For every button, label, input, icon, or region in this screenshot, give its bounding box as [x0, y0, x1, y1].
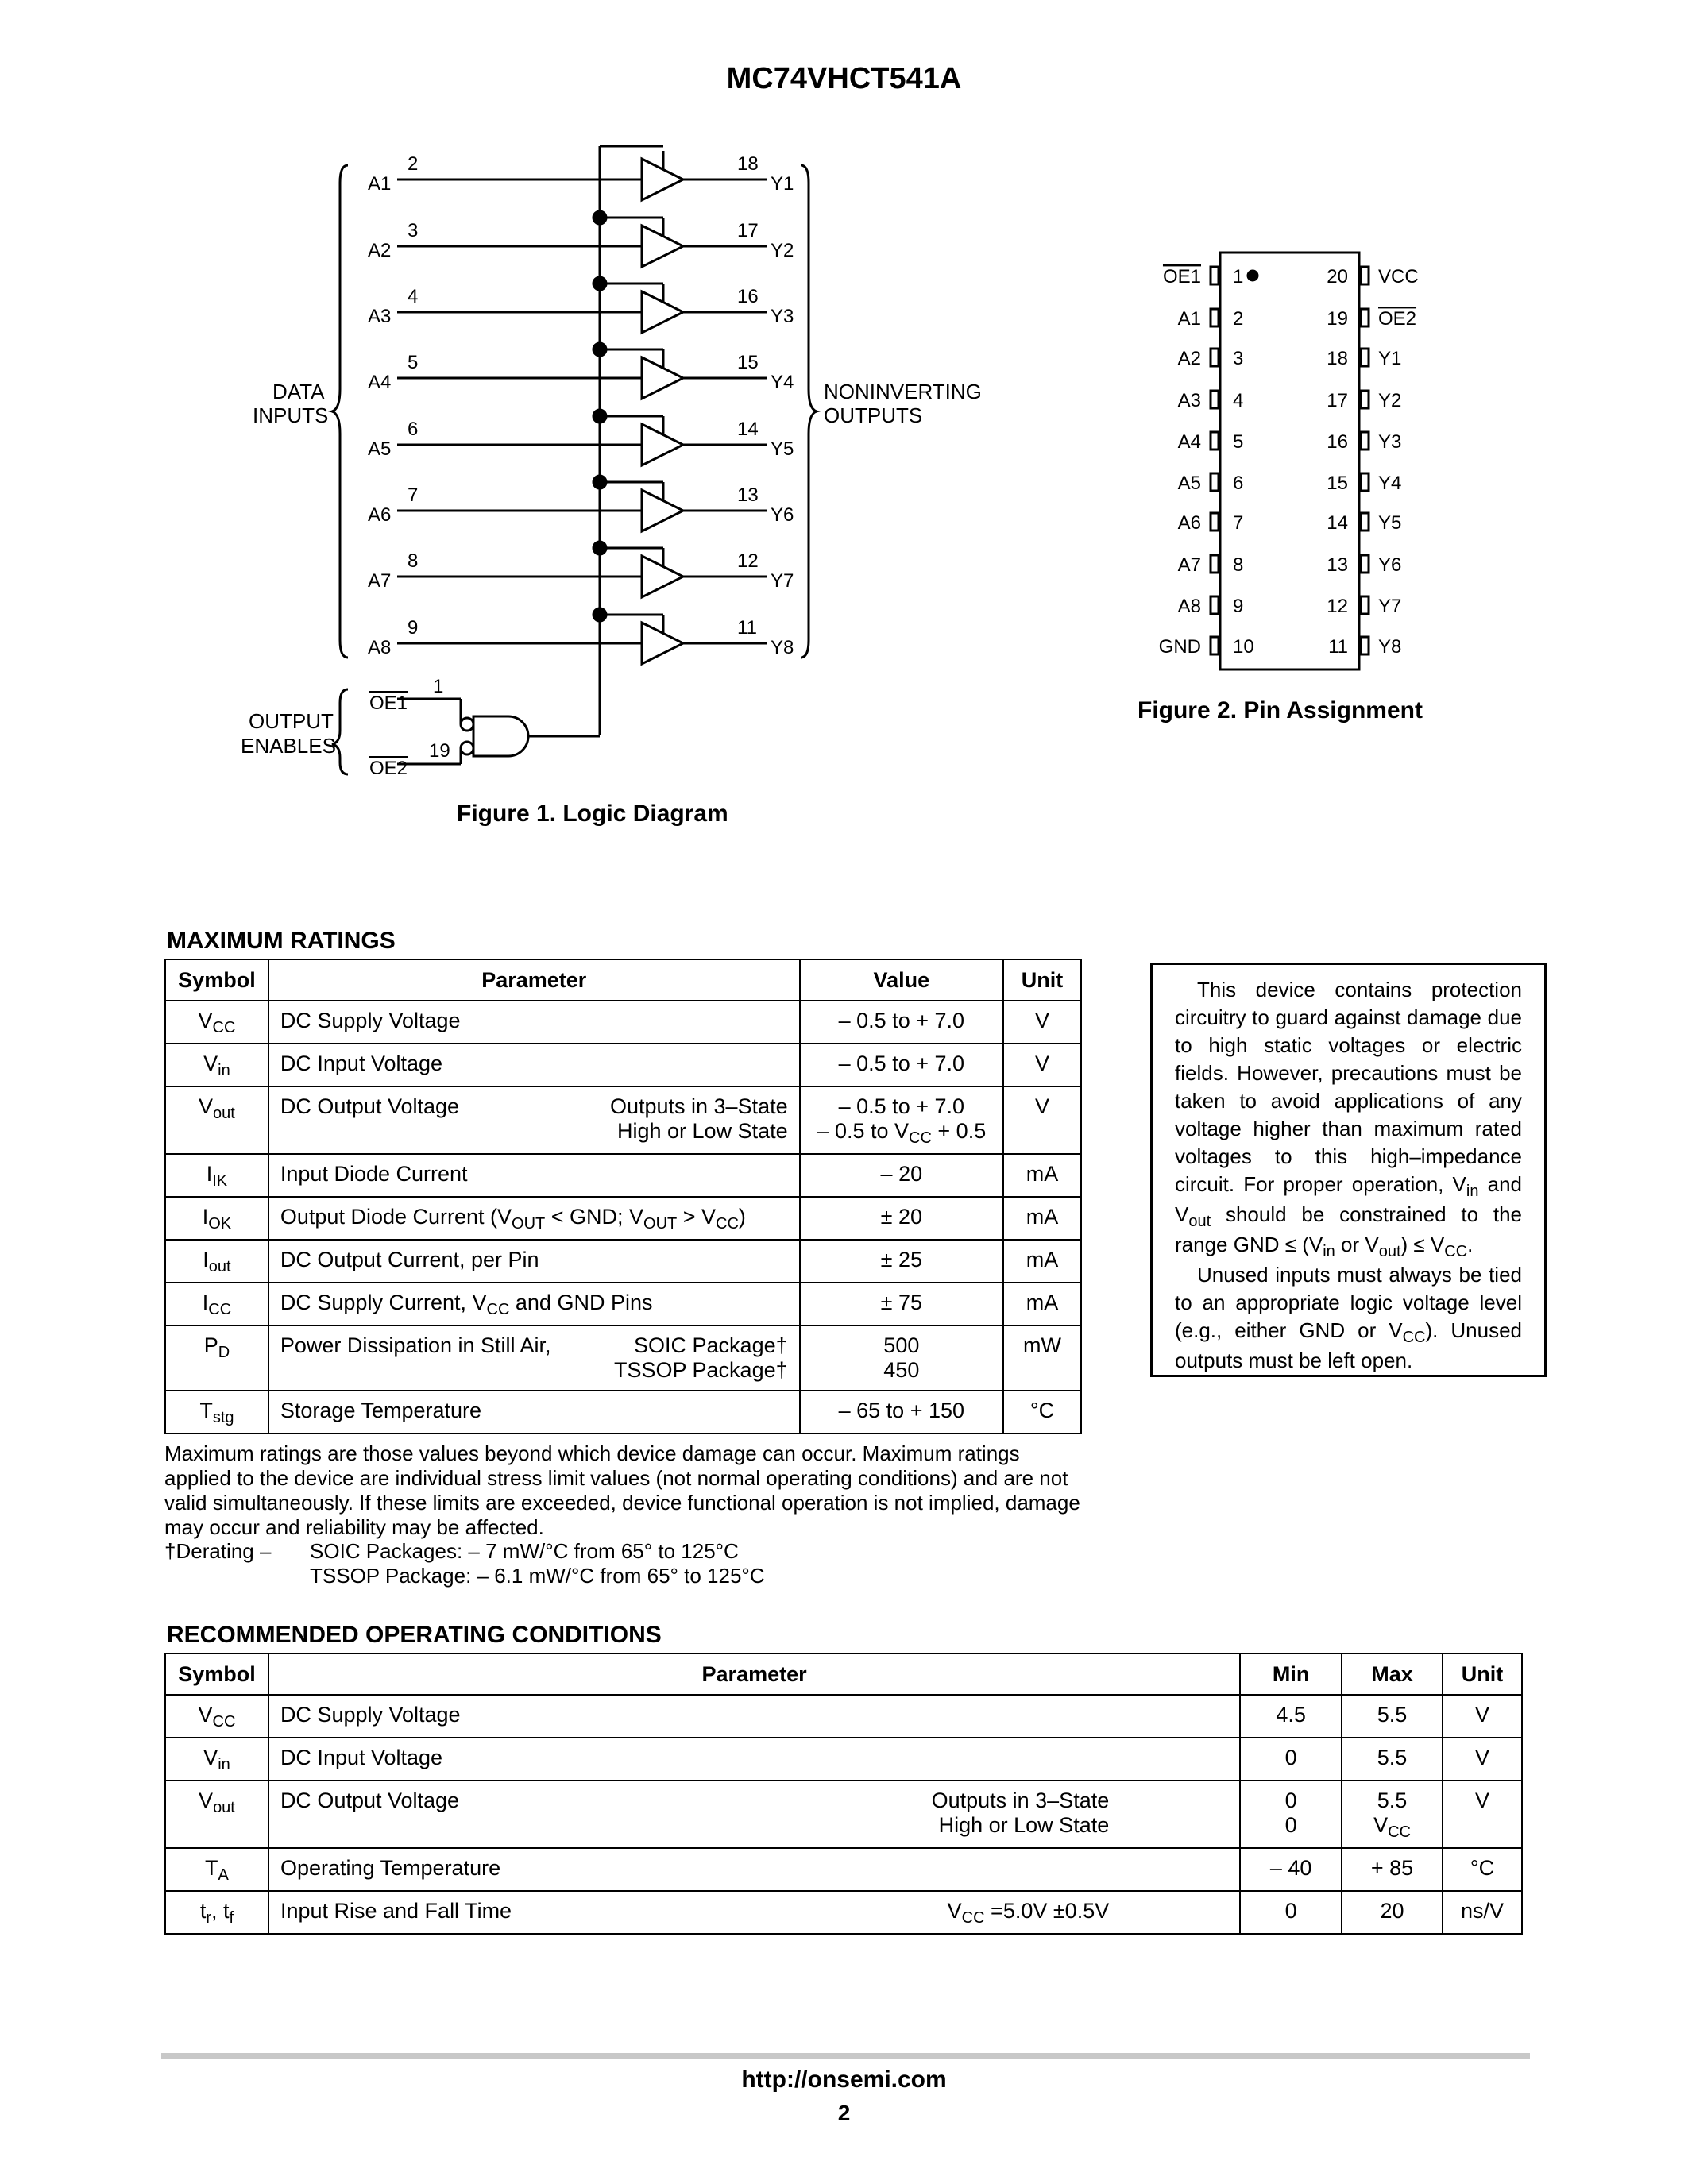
pin-stub-icon: [1211, 637, 1219, 654]
symbol-sub: out: [213, 1799, 235, 1816]
header-symbol: Symbol: [165, 959, 268, 1001]
pin-left-name: A2: [1177, 348, 1201, 369]
text: and V: [1175, 1172, 1523, 1226]
symbol-sub: IK: [212, 1172, 228, 1190]
text: or V: [1335, 1233, 1379, 1256]
pin-stub-icon: [1361, 309, 1369, 326]
max: 20: [1342, 1891, 1443, 1934]
table-row: [165, 1325, 1081, 1391]
value: – 0.5 to + 7.0: [800, 1044, 1003, 1086]
pin-left-number: 8: [1233, 554, 1244, 576]
pin-left-number: 2: [1233, 308, 1244, 330]
table-row: [165, 1154, 1081, 1197]
symbol: I: [206, 1162, 213, 1186]
pin-right-number: 15: [1327, 473, 1348, 494]
pin-right-number: 12: [1327, 596, 1348, 617]
parameter: Operating Temperature: [268, 1848, 1240, 1891]
input-label: A3: [368, 306, 392, 327]
table-row: [165, 1738, 1522, 1781]
unit: mA: [1003, 1283, 1081, 1325]
oe2-pin-number: 19: [429, 740, 450, 762]
input-pin-number: 6: [408, 419, 419, 440]
max-ratings-title: MAXIMUM RATINGS: [167, 928, 396, 954]
input-label: A1: [368, 173, 392, 195]
pin-left-number: 7: [1233, 512, 1244, 534]
input-label: A4: [368, 372, 392, 393]
table-row: [165, 1283, 1081, 1325]
parameter-sub: OUT: [643, 1215, 678, 1233]
symbol-sub: r: [206, 1909, 212, 1927]
text-sub: out: [1188, 1213, 1211, 1230]
pin-stub-icon: [1361, 555, 1369, 573]
unit: mA: [1003, 1197, 1081, 1240]
symbol: V: [198, 1703, 213, 1727]
page-title: MC74VHCT541A: [726, 62, 962, 95]
symbol-sub: in: [218, 1756, 230, 1773]
header-symbol: Symbol: [165, 1653, 268, 1695]
output-label: Y3: [771, 306, 794, 327]
symbol: I: [203, 1248, 209, 1271]
pin-stub-icon: [1211, 513, 1219, 531]
value: ± 20: [800, 1197, 1003, 1240]
output-label: Y8: [771, 637, 794, 658]
value: – 65 to + 150: [800, 1391, 1003, 1433]
unit: V: [1443, 1781, 1522, 1848]
condition: Outputs in 3–State: [609, 1094, 788, 1118]
min: 0: [1240, 1891, 1342, 1934]
pin-right-name: VCC: [1378, 266, 1419, 287]
pin1-marker-icon: [1248, 271, 1257, 280]
oe1-pin-number: 1: [433, 676, 444, 697]
derating-tssop: TSSOP Package: – 6.1 mW/°C from 65° to 125°C: [310, 1564, 765, 1588]
table-row: [165, 1781, 1522, 1848]
pin-right-number: 18: [1327, 348, 1348, 369]
derating-label: †Derating –: [164, 1539, 272, 1563]
pin-right-number: 20: [1327, 266, 1348, 287]
pin-stub-icon: [1361, 349, 1369, 366]
symbol-sub: CC: [212, 1713, 236, 1731]
symbol: T: [199, 1399, 213, 1422]
table-row: [165, 1197, 1081, 1240]
input-pin-number: 9: [408, 617, 419, 639]
parameter: DC Output Current, per Pin: [268, 1240, 800, 1283]
parameter-text: < GND; V: [545, 1205, 644, 1229]
symbol: I: [202, 1291, 209, 1314]
parameter: DC Input Voltage: [268, 1044, 800, 1086]
max: + 85: [1342, 1848, 1443, 1891]
input-label: A7: [368, 570, 392, 592]
min: 0: [1240, 1738, 1342, 1781]
parameter-text: > V: [677, 1205, 717, 1229]
text: ) ≤ V: [1400, 1233, 1445, 1256]
parameter: DC Supply Voltage: [268, 1695, 1240, 1738]
text: should be constrained to the range GND ≤ (V: [1175, 1202, 1522, 1256]
pin-right-number: 16: [1327, 431, 1348, 453]
data-inputs-label: DATA: [272, 380, 325, 403]
condition: V: [947, 1899, 962, 1923]
protection-note-box: [1150, 963, 1547, 1377]
pin-stub-icon: [1211, 555, 1219, 573]
pin-left-name: OE1: [1162, 266, 1201, 287]
min: 0: [1284, 1813, 1297, 1837]
symbol: T: [205, 1856, 218, 1880]
pin-left-name: A4: [1177, 431, 1201, 453]
parameter-text: and GND Pins: [509, 1291, 653, 1314]
symbol-sub: out: [213, 1105, 235, 1122]
pin-stub-icon: [1211, 391, 1219, 408]
symbol-sub: OK: [208, 1215, 232, 1233]
figure-1-caption: Figure 1. Logic Diagram: [457, 801, 728, 827]
parameter-text: Output Diode Current (V: [280, 1205, 512, 1229]
outputs-label: OUTPUTS: [824, 403, 923, 427]
parameter: Power Dissipation in Still Air,: [280, 1333, 551, 1357]
protection-paragraph-2: [1175, 1261, 1522, 1375]
footer-url[interactable]: http://onsemi.com: [741, 2066, 947, 2093]
output-label: Y1: [771, 173, 794, 195]
unit: mA: [1003, 1154, 1081, 1197]
pin-stub-icon: [1211, 309, 1219, 326]
unit: °C: [1443, 1848, 1522, 1891]
symbol: I: [202, 1205, 209, 1229]
header-min: Min: [1240, 1653, 1342, 1695]
data-inputs-label: INPUTS: [253, 403, 329, 427]
table-row: [165, 1695, 1522, 1738]
outputs-label: NONINVERTING: [824, 380, 982, 403]
value: ± 25: [800, 1240, 1003, 1283]
pin-stub-icon: [1211, 596, 1219, 614]
pin-stub-icon: [1211, 267, 1219, 284]
max-ratings-note: Maximum ratings are those values beyond which device damage can occur. Maximum ratings applied to the device are individual stress limit values (not normal operating conditions) and are not valid simultaneously. If these limits are exceeded, device functional operation is not implied, damage may occur and reliability may be affected.: [164, 1441, 1080, 1539]
output-pin-number: 11: [737, 617, 757, 639]
parameter-sub: CC: [716, 1215, 739, 1233]
output-pin-number: 17: [737, 220, 759, 241]
min: 0: [1284, 1788, 1297, 1812]
pin-right-name: Y3: [1378, 431, 1402, 453]
pin-left-name: GND: [1158, 636, 1201, 658]
output-label: Y7: [771, 570, 794, 592]
symbol: V: [199, 1788, 214, 1812]
input-label: A6: [368, 504, 392, 526]
pin-stub-icon: [1361, 432, 1369, 450]
parameter-text: ): [738, 1205, 746, 1229]
pin-left-number: 6: [1233, 473, 1244, 494]
parameter-sub: CC: [486, 1301, 510, 1318]
pin-stub-icon: [1361, 637, 1369, 654]
table-row: [165, 1848, 1522, 1891]
pin-stub-icon: [1361, 267, 1369, 284]
value: – 0.5 to V: [817, 1119, 910, 1143]
symbol: V: [199, 1094, 214, 1118]
min: 4.5: [1240, 1695, 1342, 1738]
max: 5.5: [1342, 1738, 1443, 1781]
pin-left-name: A5: [1177, 473, 1201, 494]
value: 450: [883, 1358, 920, 1382]
input-pin-number: 5: [408, 352, 419, 373]
pin-left-number: 9: [1233, 596, 1244, 617]
pin-right-name: Y8: [1378, 636, 1402, 658]
table-row: [165, 1086, 1081, 1154]
oe1-label: OE1: [369, 693, 408, 714]
pin-right-number: 13: [1327, 554, 1348, 576]
page-number: 2: [837, 2101, 851, 2125]
symbol: V: [203, 1051, 218, 1075]
pin-left-name: A6: [1177, 512, 1201, 534]
output-label: Y5: [771, 438, 794, 460]
protection-paragraph-1: [1175, 976, 1522, 1261]
pin-assignment-diagram: [0, 0, 1688, 874]
symbol-sub: A: [218, 1866, 229, 1884]
max-ratings-table: [164, 959, 1082, 1434]
pin-left-number: 4: [1233, 390, 1244, 411]
pin-left-number: 10: [1233, 636, 1254, 658]
pin-left-name: A3: [1177, 390, 1201, 411]
footer-divider: [161, 2053, 1530, 2059]
pin-stub-icon: [1211, 349, 1219, 366]
output-pin-number: 18: [737, 153, 759, 175]
parameter: DC Input Voltage: [268, 1738, 1240, 1781]
text-sub: in: [1323, 1243, 1335, 1260]
table-row: [165, 1044, 1081, 1086]
unit: mW: [1003, 1325, 1081, 1391]
condition: High or Low State: [617, 1119, 788, 1143]
parameter-text: DC Supply Current, V: [280, 1291, 487, 1314]
symbol: V: [203, 1746, 218, 1769]
symbol-sub: out: [208, 1258, 231, 1275]
text-sub: in: [1466, 1183, 1479, 1200]
pin-right-name: Y5: [1378, 512, 1402, 534]
symbol-sub: f: [229, 1909, 234, 1927]
header-unit: Unit: [1003, 959, 1081, 1001]
condition: =5.0V ±0.5V: [984, 1899, 1110, 1923]
unit: V: [1003, 1001, 1081, 1044]
rec-conditions-table: [164, 1653, 1523, 1935]
condition: TSSOP Package†: [614, 1358, 788, 1382]
table-row: [165, 1001, 1081, 1044]
symbol-sub: D: [218, 1344, 230, 1361]
table-header-row: [165, 959, 1081, 1001]
value: – 20: [800, 1154, 1003, 1197]
pin-stub-icon: [1361, 513, 1369, 531]
output-label: Y2: [771, 240, 794, 261]
parameter: DC Output Voltage: [280, 1094, 460, 1118]
enables-label: OUTPUT: [249, 709, 334, 733]
pin-left-name: A8: [1177, 596, 1201, 617]
condition-sub: CC: [961, 1909, 985, 1927]
max: V: [1373, 1813, 1389, 1837]
oe2-label: OE2: [369, 758, 408, 779]
text-sub: CC: [1402, 1329, 1426, 1346]
symbol-sub: in: [218, 1062, 230, 1079]
parameter: DC Output Voltage: [280, 1788, 460, 1812]
text: .: [1467, 1233, 1474, 1256]
text: Unused inputs must always be tied to an appropriate logic voltage level (e.g., either GND or V: [1175, 1263, 1522, 1342]
max-sub: CC: [1388, 1823, 1411, 1841]
enables-label: ENABLES: [241, 734, 336, 758]
pin-right-name: Y2: [1378, 390, 1402, 411]
input-label: A8: [368, 637, 392, 658]
parameter: [268, 1283, 800, 1325]
pin-left-number: 5: [1233, 431, 1244, 453]
figure-2-caption: Figure 2. Pin Assignment: [1138, 697, 1423, 723]
derating-soic: SOIC Packages: – 7 mW/°C from 65° to 125°C: [310, 1539, 739, 1563]
text-sub: CC: [1444, 1243, 1468, 1260]
text-sub: out: [1378, 1243, 1401, 1260]
pin-stub-icon: [1361, 391, 1369, 408]
value: ± 75: [800, 1283, 1003, 1325]
pin-right-name: Y7: [1378, 596, 1402, 617]
symbol: t: [199, 1899, 207, 1923]
unit: V: [1443, 1695, 1522, 1738]
output-label: Y6: [771, 504, 794, 526]
parameter: Storage Temperature: [268, 1391, 800, 1433]
symbol: P: [203, 1333, 218, 1357]
header-unit: Unit: [1443, 1653, 1522, 1695]
unit: V: [1003, 1086, 1081, 1154]
table-header-row: [165, 1653, 1522, 1695]
parameter: Input Diode Current: [268, 1154, 800, 1197]
symbol: V: [198, 1009, 213, 1032]
input-pin-number: 4: [408, 286, 419, 307]
input-pin-number: 8: [408, 550, 419, 572]
output-pin-number: 16: [737, 286, 759, 307]
table-row: [165, 1240, 1081, 1283]
pin-right-name: Y1: [1378, 348, 1402, 369]
pin-right-name: Y6: [1378, 554, 1402, 576]
pin-right-name: OE2: [1378, 308, 1417, 330]
unit: V: [1443, 1738, 1522, 1781]
max: 5.5: [1377, 1788, 1408, 1812]
pin-left-number: 3: [1233, 348, 1244, 369]
output-pin-number: 12: [737, 550, 759, 572]
header-value: Value: [800, 959, 1003, 1001]
output-label: Y4: [771, 372, 794, 393]
pin-right-name: Y4: [1378, 473, 1402, 494]
text: This device contains protection circuitry to guard against damage due to high static voltages or electric fields. However, precautions must be taken to avoid applications of any voltage higher than maximum rated voltages to this high–impedance circuit. For proper operation, V: [1175, 978, 1522, 1196]
pin-right-number: 11: [1328, 636, 1348, 658]
table-row: [165, 1391, 1081, 1433]
output-pin-number: 13: [737, 484, 759, 506]
rec-conditions-title: RECOMMENDED OPERATING CONDITIONS: [167, 1622, 662, 1648]
parameter: Input Rise and Fall Time: [280, 1899, 512, 1923]
output-pin-number: 15: [737, 352, 759, 373]
max: 5.5: [1342, 1695, 1443, 1738]
symbol-sub: CC: [212, 1019, 236, 1036]
condition: SOIC Package†: [634, 1333, 788, 1357]
unit: °C: [1003, 1391, 1081, 1433]
pin-left-name: A1: [1177, 308, 1201, 330]
condition: Outputs in 3–State: [931, 1788, 1110, 1812]
min: – 40: [1240, 1848, 1342, 1891]
pin-right-number: 19: [1327, 308, 1348, 330]
unit: ns/V: [1443, 1891, 1522, 1934]
value-sub: CC: [909, 1129, 932, 1147]
unit: V: [1003, 1044, 1081, 1086]
pin-right-number: 17: [1327, 390, 1348, 411]
pin-stub-icon: [1211, 473, 1219, 491]
input-label: A5: [368, 438, 392, 460]
pin-right-number: 14: [1327, 512, 1348, 534]
value: – 0.5 to + 7.0: [800, 1001, 1003, 1044]
header-parameter: Parameter: [268, 959, 800, 1001]
condition: High or Low State: [938, 1813, 1110, 1837]
value: – 0.5 to + 7.0: [838, 1094, 965, 1118]
header-parameter: Parameter: [268, 1653, 1240, 1695]
value: 500: [883, 1333, 920, 1357]
pin-stub-icon: [1361, 473, 1369, 491]
unit: mA: [1003, 1240, 1081, 1283]
table-row: [165, 1891, 1522, 1934]
pin-stub-icon: [1361, 596, 1369, 614]
symbol-sub: CC: [208, 1301, 232, 1318]
input-pin-number: 7: [408, 484, 419, 506]
input-label: A2: [368, 240, 392, 261]
symbol: , t: [211, 1899, 230, 1923]
output-pin-number: 14: [737, 419, 759, 440]
text: ). Unused outputs must be left open.: [1175, 1318, 1522, 1372]
parameter: DC Supply Voltage: [268, 1001, 800, 1044]
input-pin-number: 3: [408, 220, 419, 241]
parameter: [268, 1197, 800, 1240]
parameter-sub: OUT: [512, 1215, 546, 1233]
header-max: Max: [1342, 1653, 1443, 1695]
pin-stub-icon: [1211, 432, 1219, 450]
value: + 0.5: [931, 1119, 987, 1143]
symbol-sub: stg: [212, 1409, 234, 1426]
pin-left-name: A7: [1177, 554, 1201, 576]
input-pin-number: 2: [408, 153, 419, 175]
pin-left-number: 1: [1233, 266, 1244, 287]
